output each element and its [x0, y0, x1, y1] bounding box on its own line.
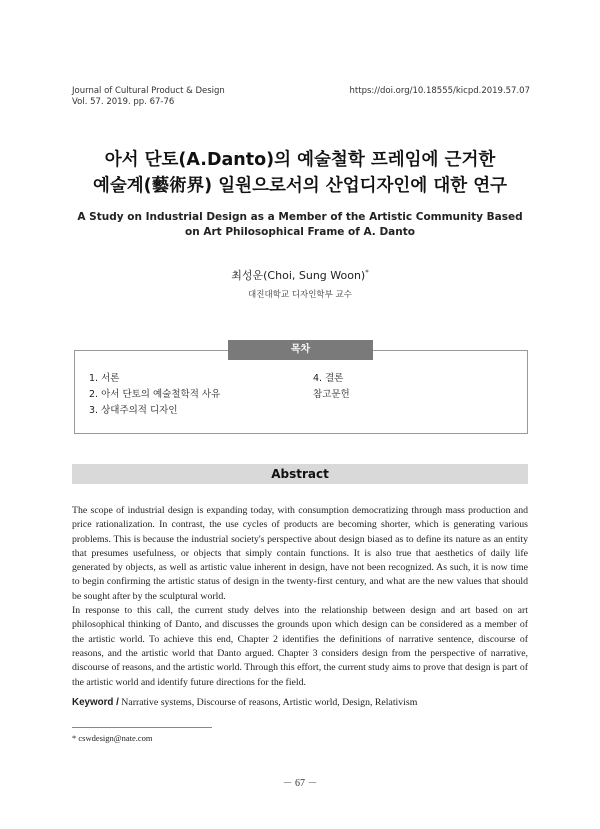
keyword-list: Narrative systems, Discourse of reasons, Artistic world, Design, Relativism: [121, 697, 418, 708]
author-affiliation: 대진대학교 디자인학부 교수: [248, 290, 352, 300]
author-mark: *: [365, 268, 369, 277]
toc-item: 3. 상대주의적 디자인: [89, 405, 178, 416]
journal-volume: Vol. 57. 2019. pp. 67-76: [72, 97, 175, 107]
english-title-line-1: A Study on Industrial Design as a Member of the Artistic Community Based: [77, 211, 523, 223]
abstract-heading: Abstract: [72, 464, 528, 484]
page-number: － 67 －: [282, 778, 318, 789]
keyword-label: Keyword /: [72, 697, 119, 708]
toc-item: 1. 서론: [89, 373, 120, 384]
author-name: 최성운(Choi, Sung Woon): [231, 269, 366, 282]
toc-item: 4. 결론: [313, 373, 344, 384]
english-title-line-2: on Art Philosophical Frame of A. Danto: [185, 226, 415, 238]
journal-name: Journal of Cultural Product & Design: [72, 86, 225, 96]
keywords: [72, 697, 528, 708]
author-name-block: [0, 267, 600, 283]
toc-heading: 목차: [228, 340, 373, 360]
journal-info: [72, 86, 225, 108]
english-title: [0, 210, 600, 240]
doi-link[interactable]: https://doi.org/10.18555/kicpd.2019.57.07: [349, 86, 530, 96]
abstract-body: [72, 504, 528, 690]
abstract-paragraph-2: In response to this call, the current study delves into the relationship between design and art based on art philosophical thinking of Danto, and discusses the grounds upon which design can be considered as a member of the artistic world. To achieve this end, Chapter 2 identifies the definitions of narrative sentence, discourse of reasons, and the artistic world that Danto argued. Chapter 3 considers design from the perspective of narrative, discourse of reasons, and the artistic world. Through this effort, the current study aims to prove that design is part of the artistic world and identify future directions for the field.: [72, 605, 528, 688]
footnote-divider: [72, 727, 212, 728]
abstract-paragraph-1: The scope of industrial design is expanding today, with consumption democratizing through mass production and price rationalization. In contrast, the use cycles of products are becoming shorter, which is generating various problems. This is because the industrial society's perspective about design biased as to define its nature as an entity that presumes usefulness, or objects that simply contain functions. It is also true that aesthetics of daily life generated by objects, as well as artistic value inherent in design, have not been recognized. As such, it is now time to begin confirming the artistic status of design in the twenty-first century, and what are the new values that should be sought after by the sculptural world.: [72, 505, 528, 602]
toc-item: 2. 아서 단토의 예술철학적 사유: [89, 389, 221, 400]
footnote-mark: *: [72, 733, 77, 743]
toc-item: 참고문헌: [313, 389, 350, 400]
author-email: cswdesign@nate.com: [78, 733, 153, 743]
korean-title-line-2: 예술계(藝術界) 일원으로서의 산업디자인에 대한 연구: [92, 176, 508, 196]
korean-title-line-1: 아서 단토(A.Danto)의 예술철학 프레임에 근거한: [104, 150, 496, 170]
footnote: [72, 733, 153, 743]
